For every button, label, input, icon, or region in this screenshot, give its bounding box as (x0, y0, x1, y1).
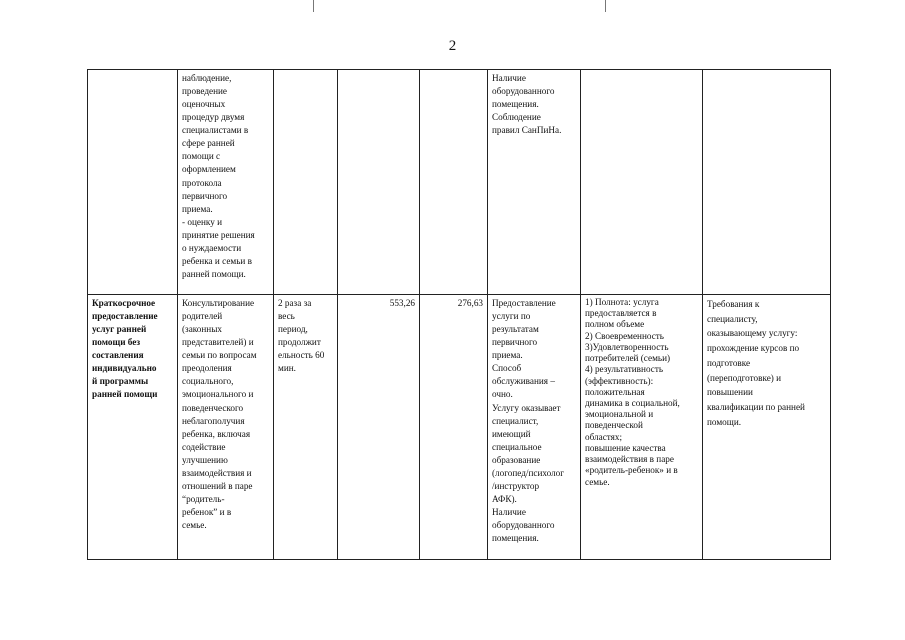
text-line: прохождение курсов по (707, 343, 800, 354)
requirements-list (707, 297, 826, 429)
conditions-cell (488, 70, 581, 295)
service-name-cell (88, 295, 178, 560)
text-line: очно. (492, 389, 513, 400)
text-line: о нуждаемости (182, 242, 242, 253)
price-cell (420, 295, 488, 560)
text-line: динамика в социальной, (585, 397, 680, 408)
text-line: проведение (182, 86, 228, 97)
text-line: весь (278, 311, 295, 322)
text-line: результатам (492, 324, 539, 335)
text-line: сфере ранней (182, 138, 235, 149)
text-line: образование (492, 454, 541, 465)
conditions-cell (488, 295, 581, 560)
text-line: предоставляется в (585, 308, 657, 319)
text-line: неблагополучия (182, 415, 245, 426)
text-line: социального, (182, 376, 234, 387)
text-line: помещения. (492, 99, 539, 110)
text-line: приема. (182, 203, 213, 214)
text-line: представителей) и (182, 337, 254, 348)
price-cell (338, 295, 420, 560)
quality-list (585, 297, 698, 488)
text-line: взаимодействия и (182, 467, 252, 478)
text-line: й программы (92, 376, 149, 387)
text-line: оборудованного (492, 520, 555, 531)
text-line: отношений в паре (182, 480, 253, 491)
text-line: 3)Удовлетворенность (585, 341, 669, 352)
text-line: Наличие (492, 73, 526, 83)
text-line: (переподготовке) и (707, 372, 782, 383)
text-line: период, (278, 324, 308, 335)
text-line: Наличие (492, 507, 526, 517)
text-line: подготовке (707, 357, 751, 368)
service-name-list (92, 297, 173, 402)
conditions-list (492, 297, 576, 545)
requirements-cell (703, 70, 831, 295)
scan-edge-mark (313, 0, 314, 12)
text-line: оформлением (182, 164, 236, 175)
text-line: - оценку и (182, 216, 223, 227)
table-row (88, 70, 831, 295)
text-line: семье. (585, 476, 610, 487)
text-line: 4) результативность (585, 364, 664, 375)
frequency-cell (274, 70, 338, 295)
frequency-cell (274, 295, 338, 560)
text-line: /инструктор (492, 480, 540, 491)
frequency-list (278, 297, 333, 375)
text-line: специальное (492, 441, 542, 452)
text-line: индивидуально (92, 363, 157, 374)
text-line: помещения. (492, 533, 539, 544)
text-line: Услугу оказывает (492, 402, 561, 413)
text-line: улучшению (182, 454, 228, 465)
quality-cell (581, 295, 703, 560)
text-line: Консультирование (182, 298, 255, 308)
text-line: 2 раза за (278, 298, 312, 308)
services-table (87, 69, 831, 560)
text-line: АФК). (492, 493, 517, 504)
text-line: оказывающему услугу: (707, 328, 798, 339)
text-line: содействие (182, 441, 226, 452)
text-line: первичного (492, 337, 538, 348)
text-line: семьи по вопросам (182, 350, 257, 361)
text-line: процедур двумя (182, 112, 245, 123)
text-line: приема. (492, 350, 523, 361)
text-line: “родитель- (182, 493, 225, 504)
text-line: ранней помощи (92, 389, 158, 400)
text-line: «родитель-ребенок» и в (585, 465, 678, 476)
text-line: наблюдение, (182, 73, 232, 83)
text-line: продолжит (278, 337, 321, 348)
text-line: оборудованного (492, 86, 555, 97)
text-line: ребенок” и в (182, 507, 232, 517)
text-line: протокола (182, 177, 222, 188)
content-list (182, 297, 269, 532)
text-line: 2) Своевременность (585, 330, 664, 341)
service-name-cell (88, 70, 178, 295)
text-line: потребителей (семьи) (585, 353, 671, 364)
text-line: помощи с (182, 151, 221, 162)
text-line: составления (92, 350, 144, 361)
text-line: специалистами в (182, 125, 249, 136)
text-line: оценочных (182, 99, 226, 110)
text-line: предоставление (92, 311, 158, 322)
content-list (182, 72, 269, 281)
text-line: ельность 60 (278, 350, 325, 361)
text-line: (эффективность): (585, 375, 654, 386)
text-line: квалификации по ранней (707, 402, 805, 413)
text-line: услуг ранней (92, 324, 147, 335)
text-line: помощи. (707, 416, 742, 427)
text-line: имеющий (492, 428, 531, 439)
text-line: специалисту, (707, 313, 758, 324)
text-line: положительная (585, 386, 645, 397)
text-line: Способ (492, 363, 522, 374)
text-line: повышение качества (585, 442, 666, 453)
text-line: поведенческой (585, 420, 643, 431)
text-line: поведенческого (182, 402, 244, 413)
price-cell (338, 70, 420, 295)
text-line: принятие решения (182, 229, 255, 240)
text-line: преодоления (182, 363, 232, 374)
page-number: 2 (448, 38, 457, 54)
service-content-cell (178, 295, 274, 560)
text-line: областях; (585, 431, 623, 442)
requirements-cell (703, 295, 831, 560)
quality-cell (581, 70, 703, 295)
text-line: эмоционального и (182, 389, 254, 400)
price-value: 276,63 (457, 298, 483, 308)
text-line: полном объеме (585, 319, 645, 330)
text-line: (законных (182, 324, 222, 335)
text-line: Соблюдение (492, 112, 541, 123)
text-line: ранней помощи. (182, 268, 246, 279)
text-line: правил СанПиНа. (492, 125, 562, 136)
text-line: услуги по (492, 311, 531, 322)
text-line: 1) Полнота: услуга (585, 297, 659, 307)
table-row (88, 295, 831, 560)
text-line: Предоставление (492, 298, 556, 308)
text-line: помощи без (92, 337, 141, 348)
conditions-list (492, 72, 576, 137)
text-line: ребенка, включая (182, 428, 251, 439)
text-line: эмоциональной и (585, 409, 654, 420)
text-line: Краткосрочное (92, 298, 156, 308)
text-line: первичного (182, 190, 228, 201)
text-line: (логопед/психолог (492, 467, 565, 478)
scan-edge-mark (605, 0, 606, 12)
text-line: ребенка и семьи в (182, 255, 252, 266)
price-cell (420, 70, 488, 295)
service-content-cell (178, 70, 274, 295)
text-line: мин. (278, 363, 296, 374)
text-line: повышении (707, 387, 753, 398)
text-line: специалист, (492, 415, 539, 426)
text-line: обслуживания – (492, 376, 555, 387)
text-line: взаимодействия в паре (585, 454, 674, 465)
text-line: Требования к (707, 299, 760, 309)
price-value: 553,26 (389, 298, 415, 308)
text-line: родителей (182, 311, 223, 322)
text-line: семье. (182, 520, 207, 531)
